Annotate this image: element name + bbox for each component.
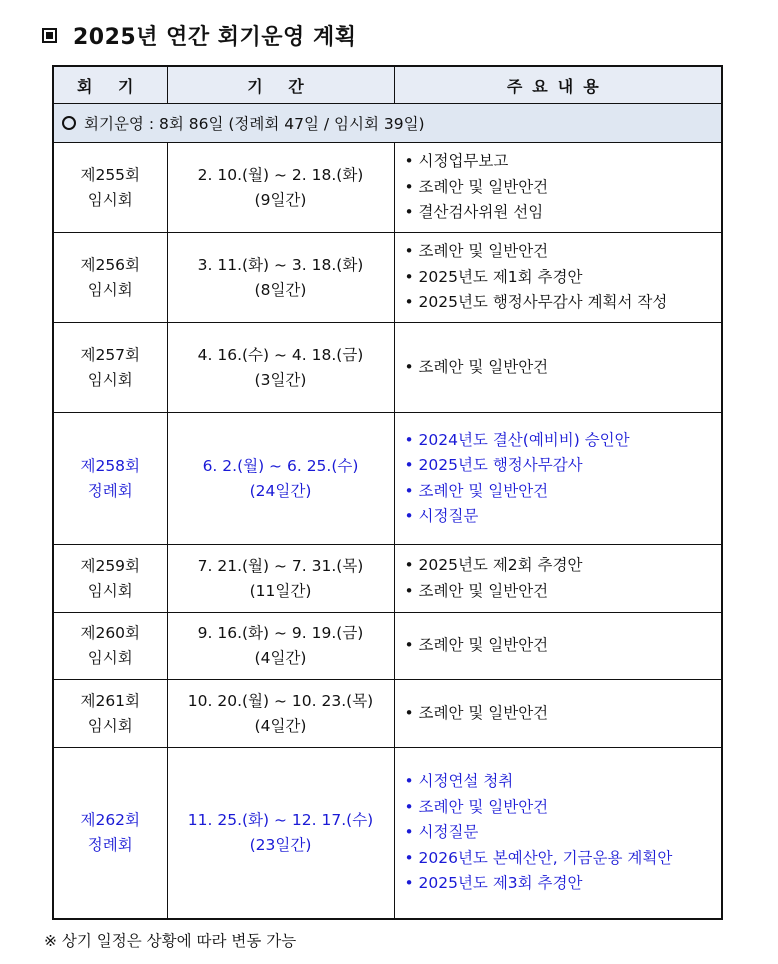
session-days: (9일간) [254,190,307,209]
agenda-item: • 조례안 및 일반안건 [405,175,722,201]
session-dates: 2. 10.(월) ~ 2. 18.(화) [197,165,364,184]
agenda-list [405,553,722,604]
agenda-item: • 2025년도 제3회 추경안 [405,871,722,897]
period-cell [167,413,394,545]
header-row [53,66,722,104]
session-dates: 6. 2.(월) ~ 6. 25.(수) [202,456,359,475]
header-content: 주요내용 [394,66,722,104]
session-number: 제260회 [80,624,141,642]
agenda-item: • 2025년도 행정사무감사 계획서 작성 [405,290,722,316]
session-number: 제258회 [80,456,141,475]
session-cell [53,233,167,323]
session-number: 제261회 [80,691,141,710]
square-bullet-icon [42,28,57,43]
period-cell [167,323,394,413]
session-type: 정례회 [87,835,133,854]
session-row [53,233,722,323]
session-days: (23일간) [249,835,312,854]
page-title-text: 2025년 연간 회기운영 계획 [73,25,357,50]
agenda-item: • 2026년도 본예산안, 기금운용 계획안 [405,846,722,872]
content-cell [394,323,722,413]
session-cell [53,545,167,613]
content-cell [394,545,722,613]
session-row [53,613,722,680]
session-dates: 10. 20.(월) ~ 10. 23.(목) [187,691,374,710]
session-number: 제255회 [80,165,141,184]
session-row [53,323,722,413]
summary-cell [53,104,722,143]
session-type: 임시회 [87,581,133,600]
page-title [42,20,356,51]
agenda-item: • 시정업무보고 [405,149,722,175]
session-dates: 4. 16.(수) ~ 4. 18.(금) [197,345,364,364]
agenda-list [405,239,722,316]
session-row [53,545,722,613]
agenda-item: • 2025년도 제2회 추경안 [405,553,722,579]
agenda-item: • 조례안 및 일반안건 [405,633,722,659]
session-cell [53,748,167,919]
content-cell [394,233,722,323]
summary-text: 회기운영 : 8회 86일 (정례회 47일 / 임시회 39일) [84,115,425,133]
content-cell [394,613,722,680]
session-cell [53,613,167,680]
session-number: 제262회 [80,810,141,829]
session-number: 제259회 [80,556,141,575]
session-type: 임시회 [87,280,133,299]
agenda-list [405,149,722,226]
schedule-table [52,65,723,920]
session-number: 제257회 [80,345,141,364]
session-type: 임시회 [87,649,133,667]
session-days: (4일간) [254,716,307,735]
agenda-item: • 시정연설 청취 [405,769,722,795]
content-cell [394,413,722,545]
agenda-item: • 시정질문 [405,820,722,846]
agenda-item: • 조례안 및 일반안건 [405,355,722,381]
session-row [53,748,722,919]
agenda-item: • 시정질문 [405,504,722,530]
agenda-list [405,769,722,897]
agenda-item: • 결산검사위원 선임 [405,200,722,226]
session-cell [53,143,167,233]
session-cell [53,680,167,748]
header-session: 회 기 [53,66,167,104]
agenda-list [405,701,722,727]
circle-bullet-icon [62,116,76,130]
session-cell [53,413,167,545]
header-period: 기 간 [167,66,394,104]
agenda-item: • 조례안 및 일반안건 [405,701,722,727]
session-type: 임시회 [87,716,133,735]
agenda-item: • 2025년도 제1회 추경안 [405,265,722,291]
period-cell [167,545,394,613]
agenda-item: • 2025년도 행정사무감사 [405,453,722,479]
session-dates: 7. 21.(월) ~ 7. 31.(목) [197,556,364,575]
session-type: 임시회 [87,190,133,209]
session-days: (8일간) [254,280,307,299]
period-cell [167,613,394,680]
session-days: (24일간) [249,481,312,500]
content-cell [394,680,722,748]
session-days: (3일간) [254,370,307,389]
session-dates: 11. 25.(화) ~ 12. 17.(수) [187,810,374,829]
session-number: 제256회 [80,255,141,274]
session-row [53,680,722,748]
content-cell [394,748,722,919]
agenda-item: • 조례안 및 일반안건 [405,579,722,605]
session-row [53,143,722,233]
agenda-item: • 조례안 및 일반안건 [405,239,722,265]
session-dates: 9. 16.(화) ~ 9. 19.(금) [197,624,364,642]
agenda-item: • 조례안 및 일반안건 [405,479,722,505]
session-type: 임시회 [87,370,133,389]
session-dates: 3. 11.(화) ~ 3. 18.(화) [197,255,364,274]
content-cell [394,143,722,233]
period-cell [167,748,394,919]
agenda-list [405,355,722,381]
session-cell [53,323,167,413]
period-cell [167,143,394,233]
period-cell [167,680,394,748]
agenda-item: • 2024년도 결산(예비비) 승인안 [405,428,722,454]
period-cell [167,233,394,323]
session-days: (11일간) [249,581,312,600]
session-type: 정례회 [87,481,133,500]
summary-row [53,104,722,143]
footnote: ※ 상기 일정은 상황에 따라 변동 가능 [44,932,297,950]
session-days: (4일간) [254,649,307,667]
agenda-item: • 조례안 및 일반안건 [405,795,722,821]
agenda-list [405,428,722,530]
session-row [53,413,722,545]
agenda-list [405,633,722,659]
